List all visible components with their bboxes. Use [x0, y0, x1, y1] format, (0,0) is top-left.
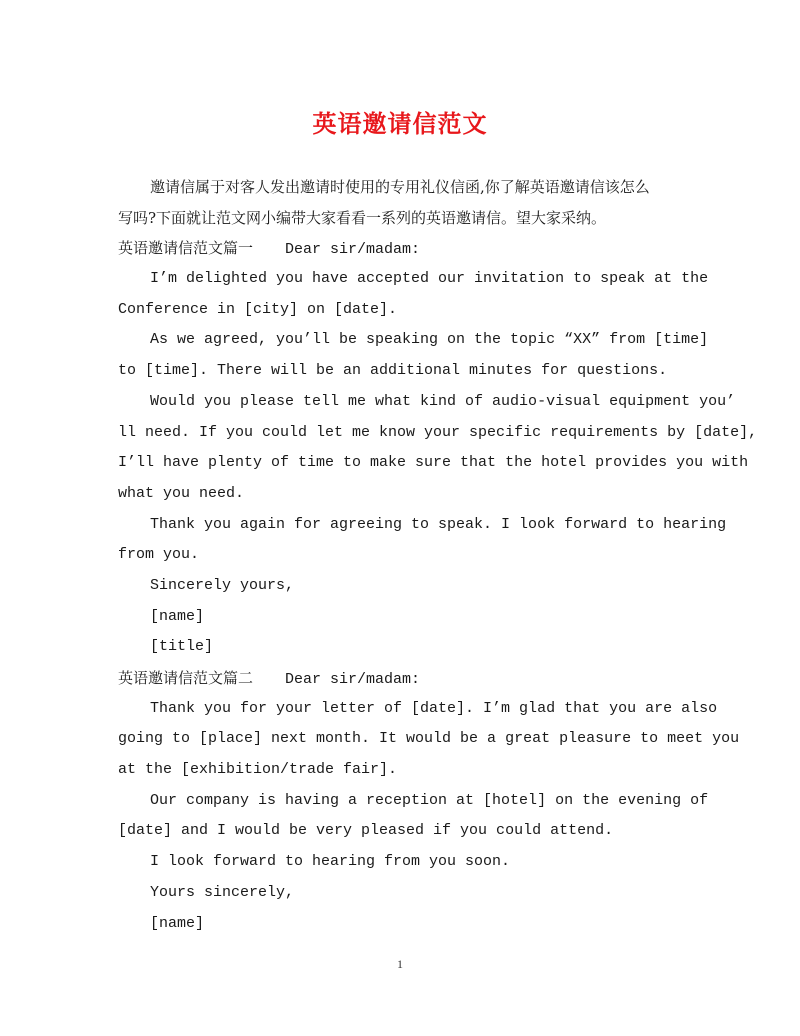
letter-line: what you need. — [118, 484, 245, 502]
letter-line: I’ll have plenty of time to make sure that the hotel provides you with — [118, 454, 749, 472]
letter-heading — [118, 663, 678, 694]
letter-line: from you. — [118, 546, 200, 564]
salutation: Dear sir/madam: — [285, 671, 421, 688]
letter-line: ll need. If you could let me know your specific requirements by [date], — [118, 423, 758, 441]
letter-line: Thank you for your letter of [date]. I’m glad that you are also — [150, 699, 718, 717]
signature-name: [name] — [150, 607, 205, 625]
letter-title: 英语邀请信范文篇一 — [118, 239, 254, 258]
letter-line: going to [place] next month. It would be a great pleasure to meet you — [118, 730, 740, 748]
letter-title: 英语邀请信范文篇二 — [118, 669, 254, 687]
letter-line: I look forward to hearing from you soon. — [150, 853, 511, 871]
signature-title: [title] — [150, 638, 214, 656]
letter-line: Our company is having a reception at [hotel] on the evening of — [150, 791, 709, 809]
letter-line: I’m delighted you have accepted our invitation to speak at the — [150, 270, 709, 288]
closing: Sincerely yours, — [150, 576, 295, 594]
letter-heading — [118, 233, 678, 264]
letter-line: Conference in [city] on [date]. — [118, 300, 398, 318]
page-title: 英语邀请信范文 — [312, 109, 488, 138]
letter-line: to [time]. There will be an additional minutes for questions. — [118, 362, 668, 380]
closing: Yours sincerely, — [150, 883, 295, 901]
salutation: Dear sir/madam: — [285, 241, 421, 259]
letter-line: As we agreed, you’ll be speaking on the topic “XX” from [time] — [150, 331, 709, 349]
intro-line: 写吗?下面就让范文网小编带大家看看一系列的英语邀请信。望大家采纳。 — [118, 208, 607, 227]
letter-line: Thank you again for agreeing to speak. I look forward to hearing — [150, 515, 727, 533]
document-body — [118, 172, 758, 939]
page-number: 1 — [397, 957, 403, 971]
letter-line: Would you please tell me what kind of audio-visual equipment you’ — [150, 392, 736, 410]
signature-name: [name] — [150, 914, 205, 932]
letter-line: at the [exhibition/trade fair]. — [118, 761, 398, 779]
letter-line: [date] and I would be very pleased if you could attend. — [118, 822, 614, 840]
intro-line: 邀请信属于对客人发出邀请时使用的专用礼仪信函,你了解英语邀请信该怎么 — [150, 178, 650, 196]
